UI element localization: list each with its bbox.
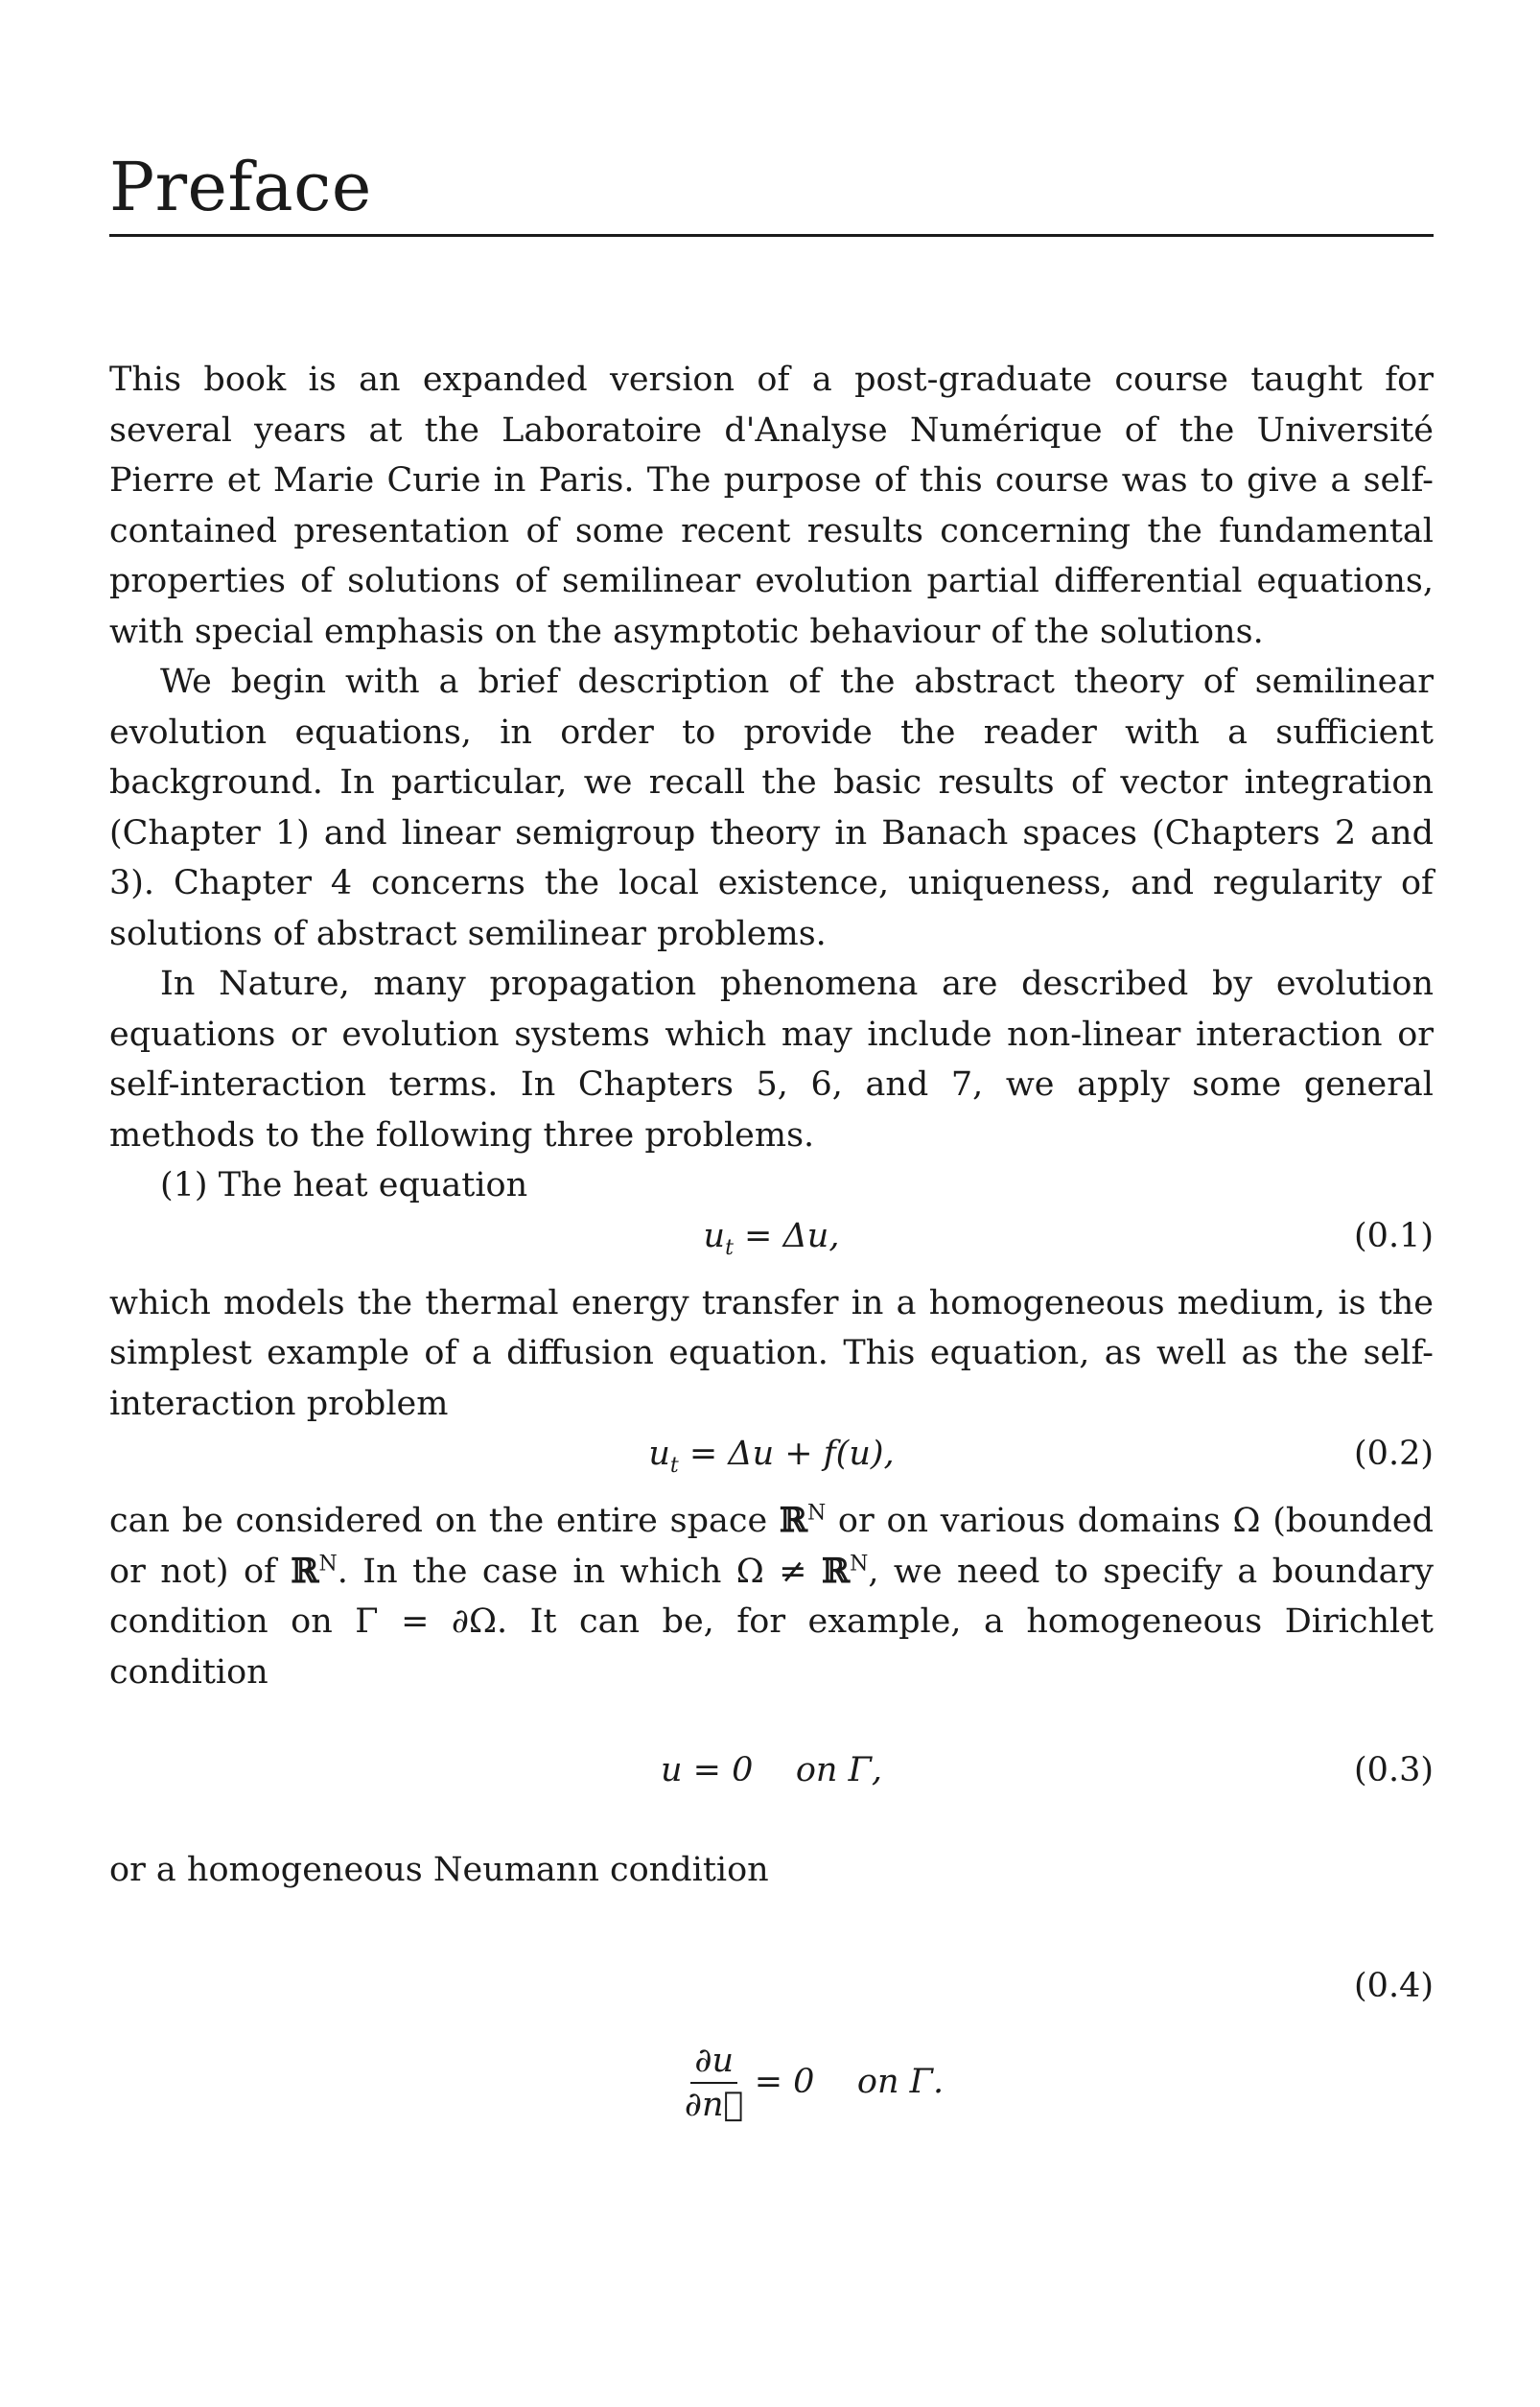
- paragraph-7: or a homogeneous Neumann condition: [109, 1851, 769, 1889]
- paragraph-2: We begin with a brief description of the abstract theory of semilinear evolution equations, in order to provide the reader with a sufficient background. In particular, we recall the basic results of vector integration (Chapter 1) and linear semigroup theory in Banach spaces (Chapters 2 and 3). Chapter 4 concerns the local existence, uniqueness, and regularity of solutions of abstract semilinear problems.: [109, 663, 1434, 953]
- paragraph-4: (1) The heat equation: [160, 1166, 528, 1204]
- equation-expression: $\frac{\partial u}{\partial n⃗}$ = 0 on Γ.: [684, 2042, 945, 2124]
- body-text: [109, 355, 1435, 2124]
- paragraph-3: In Nature, many propagation phenomena are described by evolution equations or evolution systems which may include non-linear interaction or self-interaction terms. In Chapters 5, 6, and 7, we apply some general methods to the following three problems.: [109, 965, 1434, 1155]
- partial-derivative-fraction: $\frac{\partial u}{\partial n⃗}$: [684, 2042, 744, 2124]
- equation-number: (0.4): [1354, 1966, 1434, 2005]
- equation-0-2: [109, 1429, 1434, 1479]
- equation-number: (0.2): [1354, 1435, 1434, 1473]
- equation-expression: $u_t = \Delta u + f(u)$,: [648, 1435, 895, 1478]
- equation-number: (0.1): [1354, 1216, 1434, 1255]
- equation-0-4: [109, 1938, 1434, 2124]
- equation-0-1: [109, 1211, 1434, 1261]
- equation-expression: u = 0 on Γ,: [660, 1751, 883, 1789]
- equation-number: (0.3): [1354, 1751, 1434, 1789]
- paragraph-6: can be considered on the entire space ℝ$^N$ or on various domains Ω (bounded or not) of ℝ$^N$. In the case in which Ω ≠ ℝ$^N$, we need to specify a boundary condition on Γ = ∂Ω. It can be, for example, a homogeneous Dirichlet condition: [109, 1501, 1435, 1692]
- page-title: Preface: [109, 147, 372, 226]
- equation-0-3: [109, 1745, 1434, 1795]
- title-rule: [109, 234, 1434, 237]
- paragraph-1: This book is an expanded version of a post-graduate course taught for several years at the Laboratoire d'Analyse Numérique of the Université Pierre et Marie Curie in Paris. The purpose of this course was to give a self-contained presentation of some recent results concerning the fundamental properties of solutions of semilinear evolution partial differential equations, with special emphasis on the asymptotic behaviour of the solutions.: [109, 361, 1434, 651]
- paragraph-5: which models the thermal energy transfer in a homogeneous medium, is the simplest example of a diffusion equation. This equation, as well as the self-interaction problem: [109, 1283, 1434, 1423]
- equation-expression: $u_t = \Delta u$,: [703, 1216, 840, 1260]
